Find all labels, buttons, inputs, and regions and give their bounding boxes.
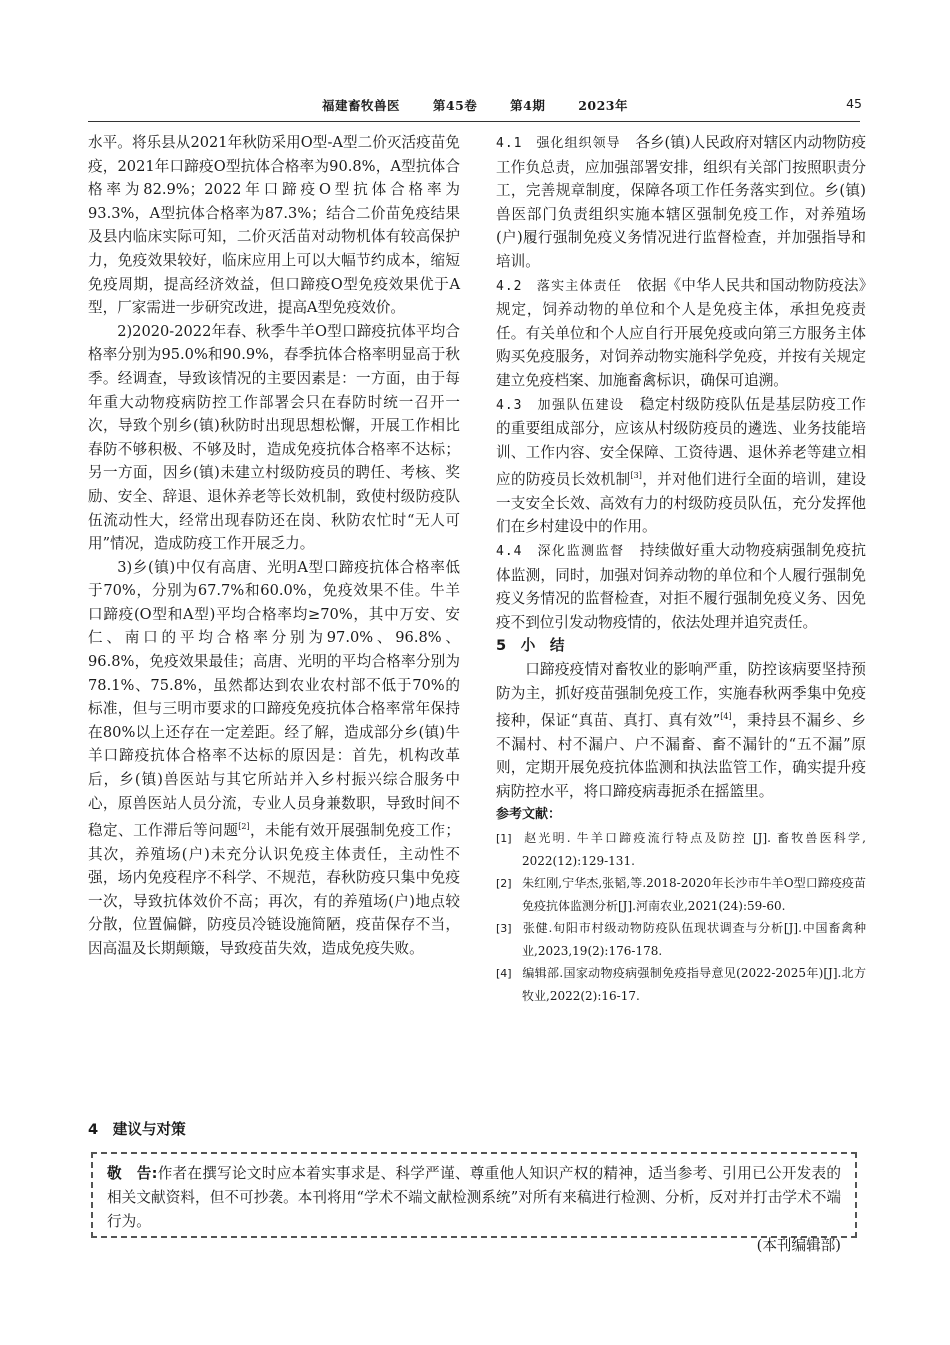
section-4-2 [496,274,866,393]
notice-signature: (本刊编辑部) [756,1237,841,1254]
section-4-title: 4 建议与对策 [88,1121,186,1138]
notice-paragraph [107,1162,841,1234]
paragraph-1: 水平。将乐县从2021年秋防采用O型-A型二价灭活疫苗免疫，2021年口蹄疫O型抗体合格率为90.8%，A型抗体合格率为82.9%；2022年口蹄疫O型抗体合格率为93.3%，A型抗体合格率为87.3%；结合二价苗免疫结果及县内临床实际可知，二价灭活苗对动物机体有较高保护力，免疫效果较好，临床应用上可以大幅节约成本，缩短免疫周期，提高经济效益，但口蹄疫O型免疫效果优于A型，厂家需进一步研究改进，提高A型免疫效价。 [88,134,460,317]
reference-text: 朱红刚,宁华杰,张韬,等.2018-2020年长沙市牛羊O型口蹄疫疫苗免疫抗体监测分析[J].河南农业,2021(24):59-60. [522,875,866,913]
section-5-title: 5 小 结 [496,637,565,655]
reference-text: 张健.旬阳市村级动物防疫队伍现状调查与分析[J].中国畜禽种业,2023,19(2):176-178. [522,920,866,958]
reference-number: [4] [496,966,512,980]
reference-number: [1] [496,831,512,845]
reference-item [496,827,866,872]
section-4-3-title: 4.3 加强队伍建设 [496,397,625,413]
section-4-4-body: 持续做好重大动物疫病强制免疫抗体监测，同时，加强对饲养动物的单位和个人履行强制免疫义务情况的监督检查，对拒不履行强制免疫义务、因免疫不到位引发动物疫情的，依法处理并追究责任。 [496,541,866,631]
reference-number: [3] [496,921,512,935]
section-4-1-body: 各乡(镇)人民政府对辖区内动物防疫工作负总责，应加强部署安排，组织有关部门按照职责分工，完善规章制度，保障各项工作任务落实到位。乡(镇)兽医部门负责组织实施本辖区强制免疫工作，对养殖场(户)履行强制免疫义务情况进行监督检查，并加强指导和培训。 [496,134,866,270]
section-4-1 [496,131,866,274]
section-4-3-body-a: 稳定村级防疫队伍是基层防疫工作的重要组成部分，应该从村级防疫员的遴选、业务技能培训、工作内容、安全保障、工资待遇、退休养老等建立相应的防疫员长效机制 [496,395,866,489]
reference-item [496,917,866,962]
journal-name: 福建畜牧兽医 [322,98,401,113]
paragraph-3-text-b: ，未能有效开展强制免疫工作；其次，养殖场(户)未充分认识免疫主体责任，主动性不强，场内免疫程序不科学、不规范，春秋防疫只集中免疫一次，导致抗体效价不高；再次，有的养殖场(户)地点较分散，位置偏僻，防疫员冷链设施简陋，疫苗保存不当，因高温及长期颠簸，导致疫苗失效，造成免疫失败。 [88,822,460,958]
section-4-2-body: 依据《中华人民共和国动物防疫法》规定，饲养动物的单位和个人是免疫主体，承担免疫责任。有关单位和个人应自行开展免疫或向第三方服务主体购买免疫服务，对饲养动物实施科学免疫，并按有关规定建立免疫档案、加施畜禽标识，确保可追溯。 [496,276,867,389]
reference-item [496,872,866,917]
references-list [496,827,866,1007]
left-column [88,131,460,961]
paragraph-3-text-a: 3)乡(镇)中仅有高唐、光明A型口蹄疫抗体合格率低于70%，分别为67.7%和60.0%，免疫效果不佳。牛羊口蹄疫(O型和A型)平均合格率均≥70%，其中万安、安仁、南口的平均合格率分别为97.0%、96.8%、96.8%，免疫效果最佳；高唐、光明的平均合格率分别为78.1%、75.8%，虽然都达到农业农村部不低于70%的标准，但与三明市要求的口蹄疫免疫抗体合格率常年保持在80%以上还存在一定差距。经了解，造成部分乡(镇)牛羊口蹄疫抗体合格率不达标的原因是：首先，机构改革后，乡(镇)兽医站与其它所站并入乡村振兴综合服务中心，原兽医站人员分流，专业人员身兼数职，导致时间不稳定、工作滞后等问题 [88,558,460,840]
editorial-notice-box [91,1152,857,1254]
section-4-2-title: 4.2 落实主体责任 [496,278,623,294]
paragraph-3 [88,556,460,961]
citation-3: [3] [630,471,642,481]
running-header [0,96,950,116]
section-5-body [496,658,866,803]
journal-volume: 第45卷 [432,98,478,113]
reference-text: 赵光明. 牛羊口蹄疫流行特点及防控 [J]. 畜牧兽医科学, 2022(12):129-131. [522,830,866,868]
reference-item [496,962,866,1007]
notice-text: 作者在撰写论文时应本着实事求是、科学严谨、尊重他人知识产权的精神，适当参考、引用已公开发表的相关文献资料，但不可抄袭。本刊将用“学术不端文献检测系统”对所有来稿进行检测、分析，反对并打击学术不端行为。 [107,1165,841,1230]
reference-text: 编辑部.国家动物疫病强制免疫指导意见(2022-2025年)[J].北方牧业,2022(2):16-17. [522,965,866,1003]
right-column [496,131,866,1007]
page-number: 45 [846,96,862,111]
journal-year: 2023年 [578,98,628,113]
header-rule [88,121,860,122]
section-4-3-body-b: ，并对他们进行全面的培训，建设一支安全长效、高效有力的村级防疫员队伍，充分发挥他们在乡村建设中的作用。 [496,471,866,536]
section-4-1-title: 4.1 强化组织领导 [496,136,621,151]
citation-4: [4] [720,712,732,722]
section-5-body-a: 口蹄疫疫情对畜牧业的影响严重，防控该病要坚持预防为主，抓好疫苗强制免疫工作，实施春秋两季集中免疫接种，保证“真苗、真打、真有效” [496,660,866,729]
reference-number: [2] [496,876,512,890]
section-4-4-title: 4.4 深化监测监督 [496,543,625,559]
paragraph-2: 2)2020-2022年春、秋季牛羊O型口蹄疫抗体平均合格率分别为95.0%和90.9%，春季抗体合格率明显高于秋季。经调查，导致该情况的主要因素是：一方面，由于每年重大动物疫病防控工作部署会只在春防时统一召开一次，导致个别乡(镇)秋防时出现思想松懈，开展工作相比春防不够积极、不够及时，造成免疫抗体合格率不达标；另一方面，因乡(镇)未建立村级防疫员的聘任、考核、奖励、安全、辞退、退休养老等长效机制，致使村级防疫队伍流动性大，经常出现春防还在岗、秋防农忙时“无人可用”情况，造成防疫工作开展乏力。 [88,322,460,553]
section-5-body-b: ，秉持县不漏乡、乡不漏村、村不漏户、户不漏畜、畜不漏针的“五不漏”原则，定期开展免疫抗体监测和执法监管工作，确实提升疫病防控水平，将口蹄疫病毒扼杀在摇篮里。 [496,711,866,800]
section-4-4 [496,539,866,634]
journal-info [0,96,950,114]
citation-2: [2] [238,822,250,832]
references-title: 参考文献： [496,807,562,823]
section-4-3 [496,393,866,539]
journal-issue: 第4期 [510,98,546,113]
notice-label: 敬 告: [107,1165,158,1182]
